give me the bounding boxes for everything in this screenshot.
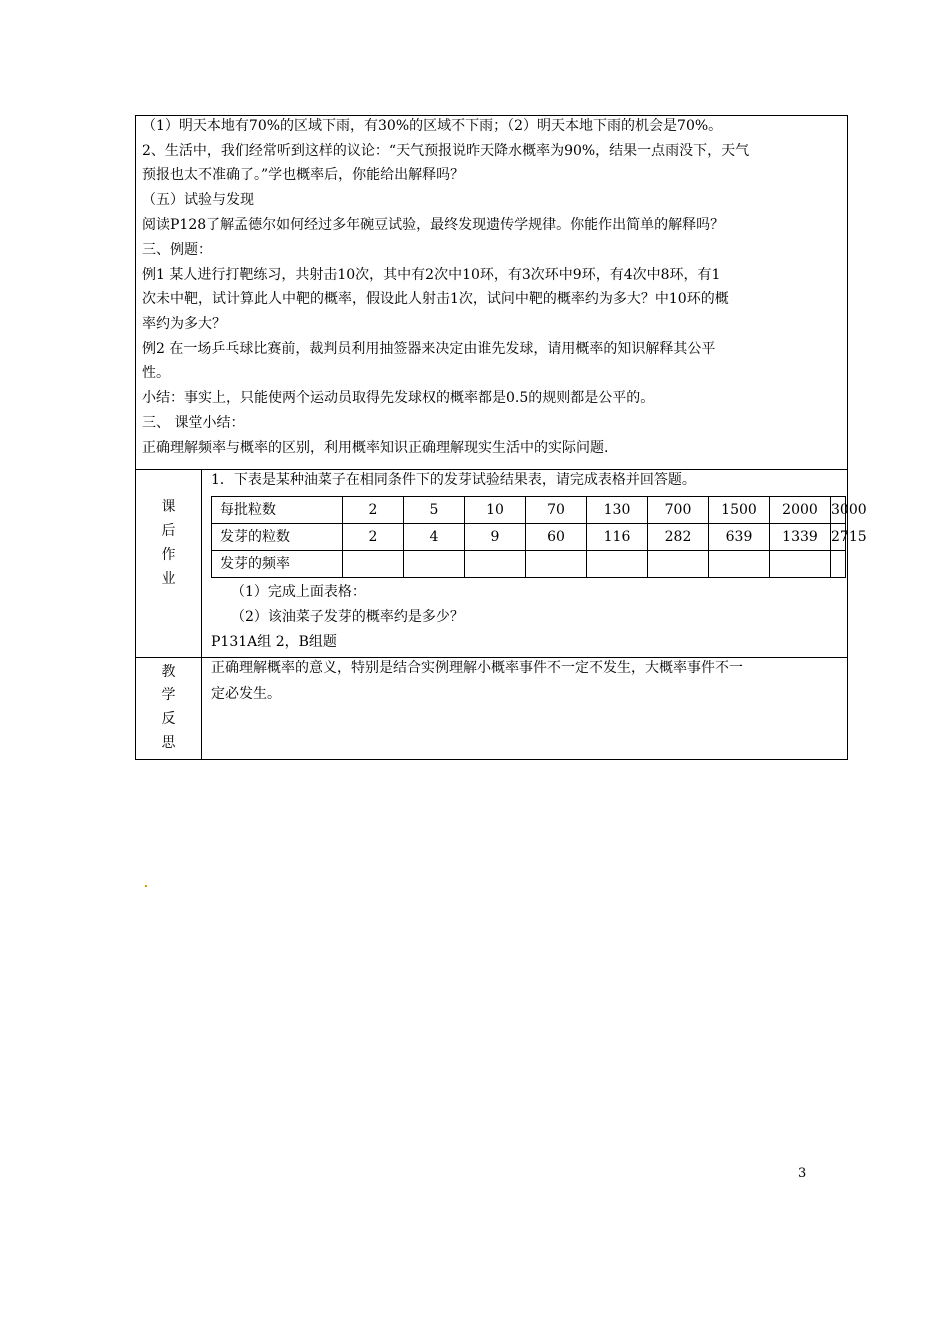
- table-cell: 1500: [709, 497, 770, 524]
- table-cell: [831, 497, 867, 524]
- table-cell: [587, 551, 648, 578]
- section-heading: 三、例题：: [142, 242, 212, 258]
- text-line: 正确理解频率与概率的区别，利用概率知识正确理解现实生活中的实际问题.: [142, 440, 609, 456]
- row-header: 每批粒数: [212, 497, 343, 524]
- table-cell: 2: [343, 524, 404, 551]
- reflection-label-char: 学: [161, 687, 176, 703]
- question-1: （1）完成上面表格：: [231, 584, 366, 600]
- table-cell: [770, 551, 831, 578]
- homework-intro: 1．下表是某种油菜子在相同条件下的发芽试验结果表，请完成表格并回答题。: [211, 472, 696, 488]
- row-divider: [136, 657, 847, 658]
- table-cell: 282: [648, 524, 709, 551]
- table-cell: 2000: [770, 497, 831, 524]
- homework-label-char: 作: [161, 547, 176, 563]
- text-line: 次未中靶，试计算此人中靶的概率，假设此人射击1次，试问中靶的概率约为多大？中10环的概: [142, 291, 729, 307]
- text-line: 2、生活中，我们经常听到这样的议论：“天气预报说昨天降水概率为90%，结果一点雨没下，天气: [142, 143, 750, 159]
- row-divider: [136, 469, 847, 470]
- table-cell: 60: [526, 524, 587, 551]
- reflection-text: 定必发生。: [211, 686, 281, 702]
- lesson-plan-table: [135, 115, 867, 760]
- text-line: 例1 某人进行打靶练习，共射击10次，其中有2次中10环，有3次环中9环，有4次中8环，有1: [142, 267, 721, 283]
- page-number: 3: [798, 1166, 807, 1181]
- table-cell: 1339: [770, 524, 831, 551]
- homework-label-char: 课: [161, 499, 176, 515]
- table-cell: 2: [343, 497, 404, 524]
- reflection-label-char: 教: [161, 664, 176, 680]
- overflow-value: 2715: [831, 529, 867, 545]
- stray-dot: [145, 885, 147, 887]
- table-cell: 130: [587, 497, 648, 524]
- row-header: 发芽的频率: [212, 551, 343, 578]
- text-line: 例2 在一场乒乓球比赛前，裁判员利用抽签器来决定由谁先发球，请用概率的知识解释其公平: [142, 341, 716, 357]
- assignment-ref: P131A组 2，B组题: [211, 634, 337, 650]
- table-cell: [831, 524, 867, 551]
- table-cell: 5: [404, 497, 465, 524]
- row-header: 发芽的粒数: [212, 524, 343, 551]
- table-cell: [343, 551, 404, 578]
- germination-table: [211, 496, 867, 578]
- table-cell: [831, 551, 846, 578]
- table-row: [212, 524, 846, 551]
- table-cell: [404, 551, 465, 578]
- overflow-value: 3000: [831, 502, 867, 518]
- table-cell: 4: [404, 524, 465, 551]
- text-line: （1）明天本地有70%的区域下雨，有30%的区域不下雨；（2）明天本地下雨的机会是70%。: [142, 118, 723, 134]
- text-line: 小结：事实上，只能使两个运动员取得先发球权的概率都是0.5的规则都是公平的。: [142, 390, 655, 406]
- table-cell: 639: [709, 524, 770, 551]
- homework-label-char: 业: [161, 571, 176, 587]
- reflection-label-char: 思: [161, 735, 176, 751]
- table-cell: 700: [648, 497, 709, 524]
- text-line: 率约为多大？: [142, 316, 226, 332]
- text-line: 性。: [142, 365, 170, 381]
- table-cell: 10: [465, 497, 526, 524]
- reflection-label-char: 反: [161, 711, 176, 727]
- text-line: 阅读P128了解孟德尔如何经过多年碗豆试验，最终发现遗传学规律。你能作出简单的解释吗？: [142, 217, 725, 233]
- table-cell: 70: [526, 497, 587, 524]
- label-column-divider: [201, 469, 202, 760]
- table-cell: 116: [587, 524, 648, 551]
- table-cell: 9: [465, 524, 526, 551]
- table-row: [212, 497, 846, 524]
- table-cell: [465, 551, 526, 578]
- homework-label-char: 后: [161, 523, 176, 539]
- table-cell: [709, 551, 770, 578]
- reflection-text: 正确理解概率的意义，特别是结合实例理解小概率事件不一定不发生，大概率事件不一: [211, 660, 743, 676]
- table-cell: [648, 551, 709, 578]
- table-row: [212, 551, 846, 578]
- section-heading: 三、 课堂小结：: [142, 415, 245, 431]
- text-line: 预报也太不准确了。”学也概率后，你能给出解释吗？: [142, 167, 465, 183]
- section-heading: （五）试验与发现: [142, 192, 254, 208]
- question-2: （2）该油菜子发芽的概率约是多少？: [231, 609, 464, 625]
- table-cell: [526, 551, 587, 578]
